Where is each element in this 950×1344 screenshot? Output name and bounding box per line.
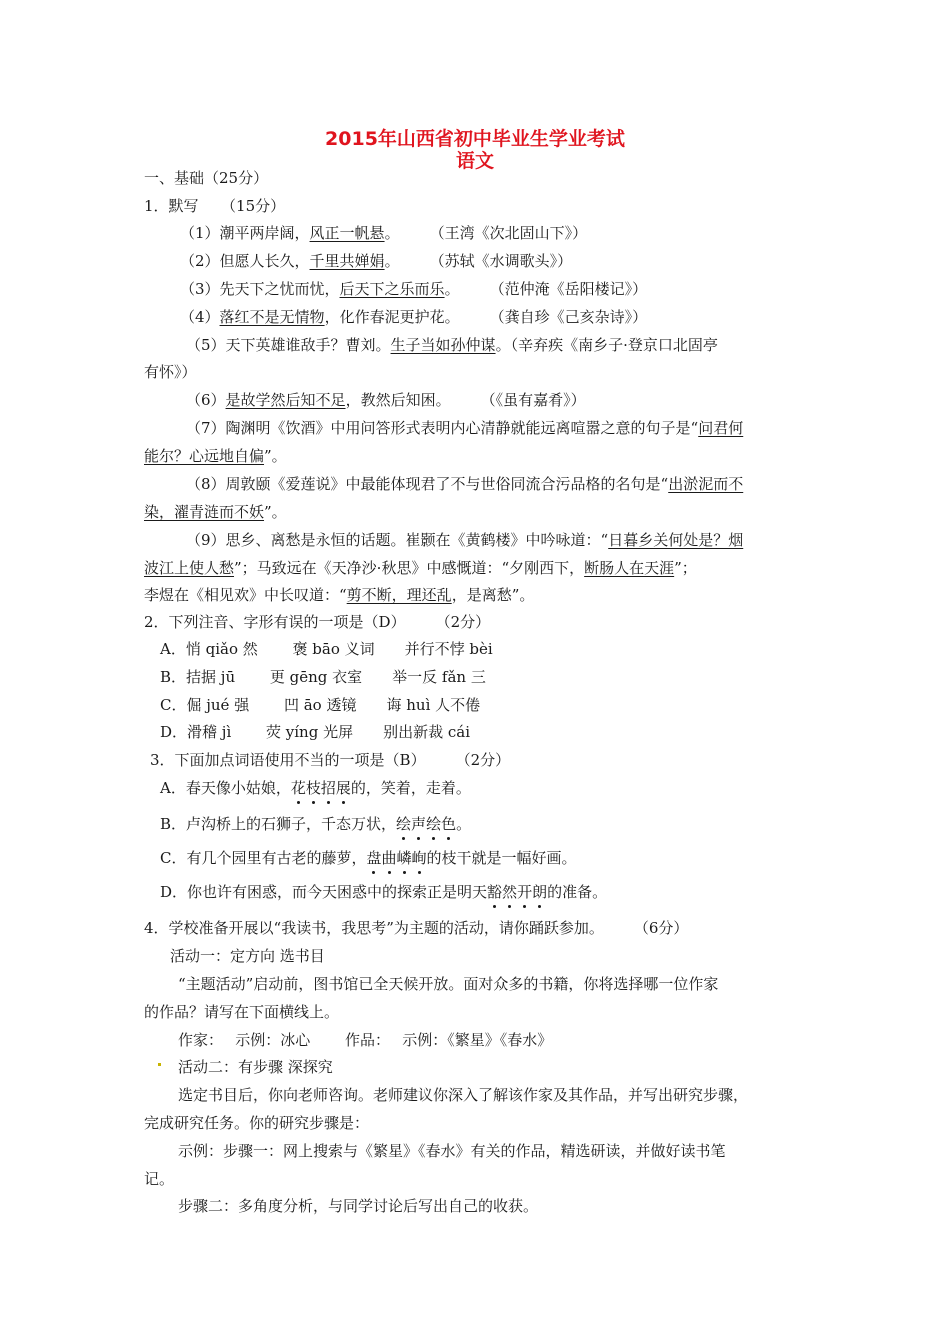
dotted-char: 峋: [411, 849, 427, 867]
q1-item-9-sep: ”；: [674, 559, 697, 577]
q1-item-9-line3: [144, 585, 534, 605]
dotted-char: 绘: [396, 815, 412, 833]
q1-item-8-answer-part1: 出淤泥而不: [668, 475, 744, 493]
q4-paragraph-2-continued: 完成研究任务。你的研究步骤是：: [144, 1114, 370, 1132]
q1-item-8: [186, 474, 743, 494]
q1-item-9-line2: [144, 558, 697, 578]
q3-option-a-text: A．春天像小姑娘，: [160, 779, 291, 797]
q3-option-d-end: 的准备。: [547, 883, 608, 901]
dotted-char: 色: [441, 815, 457, 833]
q1-item-9-answer-1a: 日暮乡关何处是？烟: [608, 531, 744, 549]
q4-example: 作家： 示例：冰心 作品： 示例：《繁星》《春水》: [178, 1031, 553, 1049]
q1-item-7-answer-part2: 能尔？心远地自偏: [144, 447, 265, 465]
q1-item-6: [186, 390, 586, 410]
q1-item-5-text: （5）天下英雄谁敌手？曹刘。: [186, 336, 391, 354]
q1-item-7: [186, 418, 743, 438]
q2-option-d: D．滑稽 jì 荧 yíng 光屏 别出新裁 cái: [160, 723, 470, 741]
q3-option-c-dotted-word: [366, 849, 426, 867]
q3-option-c-end: 的枝干就是一幅好画。: [426, 849, 577, 867]
q1-item-9-text-3: 李煜在《相见欢》中长叹道：“: [144, 586, 347, 604]
q1-item-5-source: 。（辛弃疾《南乡子·登京口北固亭: [495, 336, 718, 354]
q1-item-9-answer-1b: 波江上使人愁: [144, 559, 235, 577]
q1-item-5-continued: 有怀》）: [144, 363, 197, 381]
dotted-char: 嶙: [396, 849, 412, 867]
q3-option-b-text: B．卢沟桥上的石狮子，千态万状，: [160, 815, 397, 833]
q1-item-4: [180, 307, 647, 327]
q1-item-7-text: （7）陶渊明《饮酒》中用问答形式表明内心清静就能远离喧嚣之意的句子是“: [186, 419, 699, 437]
q1-item-5: [186, 335, 718, 355]
q1-item-9: [186, 530, 743, 550]
dotted-char: 展: [335, 779, 351, 797]
q1-item-9-text-2: ”；马致远在《天净沙·秋思》中感慨道：“夕刚西下，: [234, 559, 585, 577]
q1-item-9-text: （9）思乡、离愁是永恒的话题。崔颢在《黄鹤楼》中吟咏道：“: [186, 531, 609, 549]
decorative-dot: [158, 1063, 161, 1066]
dotted-char: 花: [290, 779, 306, 797]
q4-step-two: 步骤二：多角度分析，与同学讨论后写出自己的收获。: [178, 1197, 539, 1215]
q1-item-8-continued: [144, 502, 287, 522]
q1-item-4-source: ，化作春泥更护花。 （龚自珍《己亥杂诗》）: [324, 308, 648, 326]
q3-option-a-end: 的，笑着，走着。: [350, 779, 471, 797]
q4-step-example: 示例：步骤一：网上搜索与《繁星》《春水》有关的作品，精选研读，并做好读书笔: [178, 1142, 726, 1160]
question-1-label: 1．默写 （15分）: [144, 197, 286, 215]
exam-subject: 语文: [455, 150, 494, 172]
section-heading: 一、基础（25分）: [144, 169, 269, 187]
q1-item-2-answer: 千里共婵娟: [309, 252, 385, 270]
q1-item-1-source: 。 （王湾《次北固山下》）: [384, 224, 588, 242]
q1-item-1-answer: 风正一帆悬: [309, 224, 385, 242]
q4-activity-2: 活动二：有步骤 深探究: [178, 1058, 333, 1076]
q4-paragraph-1-continued: 的作品？请写在下面横线上。: [144, 1003, 340, 1021]
q1-item-8-text: （8）周敦颐《爱莲说》中最能体现君了不与世俗同流合污品格的名句是“: [186, 475, 669, 493]
q1-item-5-answer: 生子当如孙仲谋: [390, 336, 496, 354]
q3-option-c: [160, 848, 577, 868]
q1-item-7-answer-part1: 问君何: [698, 419, 744, 437]
q3-option-c-text: C．有几个园里有古老的藤萝，: [160, 849, 367, 867]
q1-item-3: [180, 279, 647, 299]
q1-item-7-end: ”。: [264, 447, 287, 465]
q4-paragraph-1: “主题活动”启动前，图书馆已全天候开放。面对众多的书籍，你将选择哪一位作家: [178, 975, 719, 993]
q2-option-b: B．拮据 jū 更 gēng 衣室 举一反 fǎn 三: [160, 668, 486, 686]
q3-option-a: [160, 778, 471, 798]
q3-option-d: [160, 882, 607, 902]
question-3-label: 3．下面加点词语使用不当的一项是（B） （2分）: [150, 751, 511, 769]
q1-item-2: [180, 251, 572, 271]
q1-item-9-answer-2: 断肠人在天涯: [584, 559, 675, 577]
dotted-char: 曲: [381, 849, 397, 867]
q1-item-7-continued: [144, 446, 287, 466]
q4-paragraph-2: 选定书目后，你向老师咨询。老师建议你深入了解该作家及其作品，并写出研究步骤，: [178, 1086, 749, 1104]
q2-option-c: C．倔 jué 强 凹 āo 透镜 诲 huì 人不倦: [160, 696, 481, 714]
q1-item-3-answer: 后天下之乐而乐: [339, 280, 445, 298]
q4-activity-1: 活动一：定方向 选书目: [170, 947, 325, 965]
q1-item-2-source: 。 （苏轼《水调歌头》）: [384, 252, 573, 270]
q3-option-d-dotted-word: [487, 883, 547, 901]
q1-item-4-answer: 落红不是无情物: [219, 308, 325, 326]
q1-item-6-answer: 是故学然后知不足: [225, 391, 346, 409]
dotted-char: 绘: [426, 815, 442, 833]
dotted-char: 招: [320, 779, 336, 797]
question-4-label: 4．学校准备开展以“我读书，我思考”为主题的活动，请你踊跃参加。 （6分）: [144, 919, 689, 937]
q1-item-6-text: （6）: [186, 391, 226, 409]
q4-step-example-continued: 记。: [144, 1170, 175, 1188]
q1-item-4-text: （4）: [180, 308, 220, 326]
dotted-char: 然: [502, 883, 518, 901]
dotted-char: 枝: [305, 779, 321, 797]
exam-title: 2015年山西省初中毕业生学业考试: [325, 128, 625, 150]
q1-item-8-answer-part2: 染，濯青涟而不妖: [144, 503, 265, 521]
dotted-char: 声: [411, 815, 427, 833]
q1-item-9-answer-3: 剪不断，理还乱: [346, 586, 452, 604]
q1-item-6-source: ，教然后知困。 （《虽有嘉肴》）: [345, 391, 586, 409]
q1-item-3-text: （3）先天下之忧而忧，: [180, 280, 340, 298]
dotted-char: 盘: [366, 849, 382, 867]
q3-option-b: [160, 814, 471, 834]
q1-item-1: [180, 223, 587, 243]
q1-item-9-end: ，是离愁”。: [451, 586, 535, 604]
q1-item-2-text: （2）但愿人长久，: [180, 252, 310, 270]
q1-item-1-text: （1）潮平两岸阔，: [180, 224, 310, 242]
q2-option-a: A．悄 qiǎo 然 褒 bāo 义词 并行不悖 bèi: [160, 640, 493, 658]
q3-option-a-dotted-word: [291, 779, 351, 797]
dotted-char: 朗: [532, 883, 548, 901]
dotted-char: 豁: [487, 883, 503, 901]
q1-item-8-end: ”。: [264, 503, 287, 521]
q1-item-3-source: 。 （范仲淹《岳阳楼记》）: [444, 280, 648, 298]
q3-option-b-end: 。: [456, 815, 472, 833]
q3-option-d-text: D．你也许有困惑，而今天困惑中的探索正是明天: [160, 883, 488, 901]
dotted-char: 开: [517, 883, 533, 901]
question-2-label: 2．下列注音、字形有误的一项是（D） （2分）: [144, 613, 491, 631]
q3-option-b-dotted-word: [396, 815, 456, 833]
